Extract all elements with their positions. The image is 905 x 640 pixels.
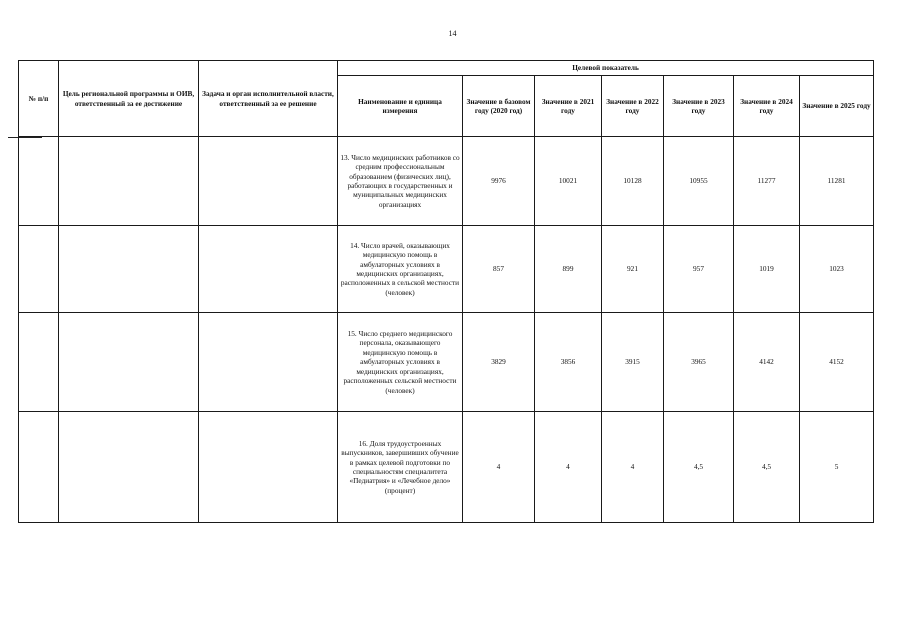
indicator-table <box>18 60 874 523</box>
value-2025: 5 <box>800 412 874 523</box>
row-indicator: 13. Число медицинских работников со средним профессиональным образованием (физических лиц), работающих в государственных и муниципальных медицинских организациях <box>338 137 463 226</box>
value-2022: 3915 <box>602 313 664 412</box>
header-indicator-name: Наименование и единица измерения <box>338 76 463 137</box>
header-base-year: Значение в базовом году (2020 год) <box>463 76 535 137</box>
header-2021: Значение в 2021 году <box>535 76 602 137</box>
table-row <box>19 226 874 313</box>
row-goal <box>59 412 199 523</box>
header-2025: Значение в 2025 году <box>800 76 874 137</box>
row-task <box>199 313 338 412</box>
row-indicator: 14. Число врачей, оказывающих медицинскую помощь в амбулаторных условиях в медицинских организациях, расположенных в сельской местности (человек) <box>338 226 463 313</box>
value-2023: 4,5 <box>664 412 734 523</box>
row-goal <box>59 137 199 226</box>
value-2021: 3856 <box>535 313 602 412</box>
value-2024: 1019 <box>734 226 800 313</box>
row-num <box>19 412 59 523</box>
row-num <box>19 226 59 313</box>
row-indicator: 15. Число среднего медицинского персонала, оказывающего медицинскую помощь в амбулаторных условиях в медицинских организациях, расположенных сельской местности (человек) <box>338 313 463 412</box>
value-2022: 4 <box>602 412 664 523</box>
value-2021: 10021 <box>535 137 602 226</box>
value-2023: 3965 <box>664 313 734 412</box>
value-2023: 957 <box>664 226 734 313</box>
header-2022: Значение в 2022 году <box>602 76 664 137</box>
header-goal: Цель региональной программы и ОИВ, ответственный за ее достижение <box>59 61 199 137</box>
row-indicator: 16. Доля трудоустроенных выпускников, завершивших обучение в рамках целевой подготовки по специальностям специалитета «Педиатрия» и «Лечебное дело» (процент) <box>338 412 463 523</box>
value-2024: 11277 <box>734 137 800 226</box>
value-2022: 10128 <box>602 137 664 226</box>
table-row <box>19 412 874 523</box>
value-2024: 4142 <box>734 313 800 412</box>
table-row <box>19 137 874 226</box>
row-num <box>19 137 59 226</box>
page-number: 14 <box>448 29 457 38</box>
table-row <box>19 313 874 412</box>
row-task <box>199 137 338 226</box>
value-base: 3829 <box>463 313 535 412</box>
row-num <box>19 313 59 412</box>
value-2023: 10955 <box>664 137 734 226</box>
header-num: № п/п <box>19 61 59 137</box>
row-task <box>199 412 338 523</box>
value-base: 857 <box>463 226 535 313</box>
value-2025: 11281 <box>800 137 874 226</box>
value-2021: 4 <box>535 412 602 523</box>
row-task <box>199 226 338 313</box>
value-base: 4 <box>463 412 535 523</box>
header-2023: Значение в 2023 году <box>664 76 734 137</box>
header-2024: Значение в 2024 году <box>734 76 800 137</box>
row-goal <box>59 313 199 412</box>
value-2025: 1023 <box>800 226 874 313</box>
value-2022: 921 <box>602 226 664 313</box>
row-goal <box>59 226 199 313</box>
header-target-indicator: Целевой показатель <box>338 61 874 76</box>
value-2024: 4,5 <box>734 412 800 523</box>
value-base: 9976 <box>463 137 535 226</box>
value-2021: 899 <box>535 226 602 313</box>
header-task: Задача и орган исполнительной власти, ответственный за ее решение <box>199 61 338 137</box>
value-2025: 4152 <box>800 313 874 412</box>
